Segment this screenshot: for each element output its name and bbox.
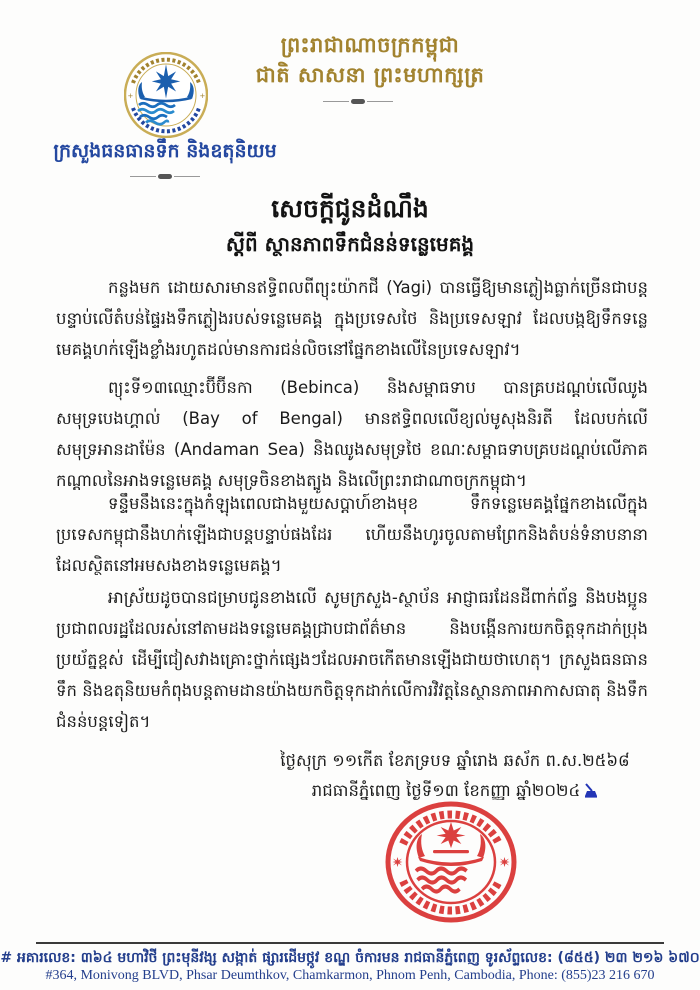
svg-text:+: + [199,92,206,100]
paragraph-storm-bebinca: ព្យុះទី១៣ឈ្មោះប៊ីប៊ីនកា (Bebinca) និងសម្ពាធទាប បានគ្របដណ្តប់លើឈូងសមុទ្របេងហ្គាល់ (Bay of Bengal) មានឥទ្ធិពលលើខ្យល់មូសុងនិរតី ដែលបក់លើសមុទ្រអានដាម៉ែន (Andaman Sea) និងឈូងសមុទ្រថៃ ខណៈសម្ពាធទាបគ្របដណ្តប់លើភាគកណ្តាលនៃអាងទន្លេមេគង្គ សមុទ្រចិនខាងត្បូង និងលើព្រះរាជាណាចក្រកម្ពុជា។ [56,378,648,490]
footer-address-english: #364, Monivong BLVD, Phsar Deumthkov, Chamkarmon, Phnom Penh, Cambodia, Phone: (855)23 216 670 [45,968,655,983]
footer-divider [36,942,664,944]
decorative-divider [130,172,200,180]
blue-seal-mark-icon [583,779,598,809]
document-subtitle: ស្តីពី ស្ថានភាពទឹកជំនន់ទន្លេមេគង្គ [225,232,475,256]
motto-line-kingdom: ព្រះរាជាណាចក្រកម្ពុជា [280,33,460,57]
ministry-name: ក្រសួងធនធានទឹក និងឧតុនិយម [53,140,277,162]
ministry-seal-icon [124,52,208,138]
footer-address-khmer: # អគារលេខ: ៣៦៤ មហាវិថី ព្រះមុនីវង្ស សង្កាត់ ផ្សារដើមថ្កូវ ខណ្ឌ ចំការមន រាជធានីភ្នំពេញ ទូរស័ព្ទលេខ: (៨៥៥) ២៣ ២១៦ ៦៧០ [0,950,700,966]
paragraph-mekong-rise-forecast: ទន្ទឹមនឹងនេះក្នុងកំឡុងពេលជាងមួយសប្តាហ៍ខាងមុខ ទឹកទន្លេមេគង្គផ្នែកខាងលើក្នុងប្រទេសកម្ពុជានឹងហក់ឡើងជាបន្តបន្ទាប់ផងដែរ ហើយនឹងហូរចូលតាមព្រែកនិងតំបន់ទំនាបនានា ដែលស្ថិតនៅអមសងខាងទន្លេមេគង្គ។ [56,494,648,575]
paragraph-storm-yagi: កន្លងមក ដោយសារមានឥទ្ធិពលពីព្យុះយ៉ាកជី (Yagi) បានធ្វើឱ្យមានភ្លៀងធ្លាក់ច្រើនជាបន្តបន្ទាប់លើតំបន់ផ្ទៃរងទឹកភ្លៀងរបស់ទន្លេមេគង្គ ក្នុងប្រទេសថៃ និងប្រទេសឡាវ ដែលបង្កឱ្យទឹកទន្លេមេគង្គហក់ឡើងខ្លាំងរហូតដល់មានការជន់លិចនៅផ្នែកខាងលើនៃប្រទេសឡាវ។ [56,278,648,359]
lunar-date-line: ថ្ងៃសុក្រ ១១កើត ខែភទ្របទ ឆ្នាំរោង ឆស័ក ព.ស.២៥៦៨ [280,751,630,770]
paragraph-advisory: អាស្រ័យដូចបានជម្រាបជូនខាងលើ សូមក្រសួង-ស្ថាប័ន អាជ្ញាធរដែនដីពាក់ព័ន្ធ និងបងប្អូនប្រជាពលរដ្ឋដែលរស់នៅតាមដងទន្លេមេគង្គជ្រាបជាព័ត៌មាន និងបង្កើនការយកចិត្តទុកដាក់ប្រុងប្រយ័ត្នខ្ពស់ ដើម្បីជៀសវាងគ្រោះថ្នាក់ផ្សេងៗដែលអាចកើតមានឡើងជាយថាហេតុ។ ក្រសួងធនធានទឹក និងឧតុនិយមកំពុងបន្តតាមដានយ៉ាងយកចិត្តទុកដាក់លើការវិវត្តនៃស្ថានភាពអាកាសធាតុ និងទឹកជំនន់បន្តទៀត។ [56,588,648,731]
svg-text:+: + [127,92,134,100]
ministry-red-stamp-icon [384,800,518,924]
document-title: សេចក្តីជូនដំណឹង [271,194,429,223]
decorative-divider [323,97,393,105]
motto-line-nation-religion-king: ជាតិ សាសនា ព្រះមហាក្សត្រ [255,63,485,87]
royal-motto [220,30,520,90]
gregorian-date-line: រាជធានីភ្នំពេញ ថ្ងៃទី១៣ ខែកញ្ញា ឆ្នាំ២០២៤ [311,781,581,800]
